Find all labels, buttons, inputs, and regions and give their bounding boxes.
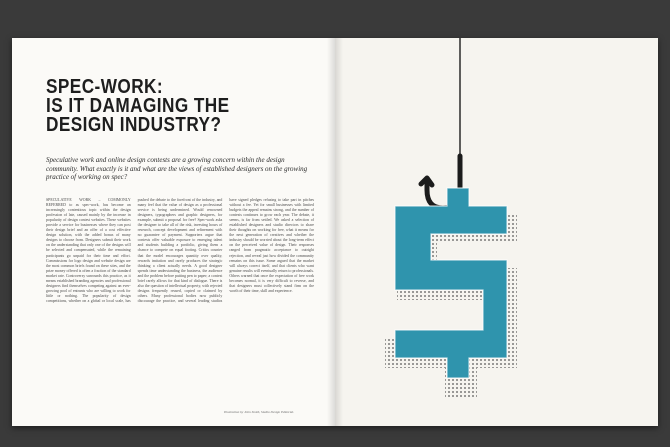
- magazine-spread: [12, 38, 658, 426]
- article-body-columns: [46, 198, 314, 408]
- headline-line-2: IS IT DAMAGING THE: [46, 95, 230, 117]
- headline-line-1: SPEC-WORK:: [46, 76, 164, 98]
- left-page: [12, 38, 335, 426]
- dollar-sign-icon: [395, 188, 507, 378]
- hooked-dollar-illustration: [335, 38, 658, 426]
- article-headline: [46, 78, 278, 135]
- illustration-caption: Illustration by John Smith, Studio Design Editorial.: [224, 410, 295, 414]
- right-page: [335, 38, 658, 426]
- article-body-text: SPECULATIVE WORK – COMMONLY REFERRED to as spec-work, has become an increasingly contentious topic within the design profession of late, caused mainly by the increase in popularity of design contest websites. These websites provide a service for businesses where they can post their design brief and an offer of a cost effective design solution, with the added bonus of many designs to choose from. Designers submit their work on the understanding that only one of the designs will be selected and compensated, while the remaining participants go unpaid for their time and effort. Commissions for logo design and website design are the most common briefs found on these sites, and the prize money offered is often a fraction of the standard market rate. Controversy surrounds this practice, as it means established branding agencies and professional designers find themselves competing against an ever-growing pool of entrants who are willing to work for little or nothing. The popularity of design competitions, whether on a global or local scale, has pushed the debate to the forefront of the industry, and many feel that the value of design as a professional service is being undermined. Would renowned designers, typographers and graphic designers, for example, submit a proposal for free? Spec-work asks the designer to take all of the risk, investing hours of research, concept development and refinement with no guarantee of payment. Supporters argue that contests offer valuable exposure to emerging talent and students building a portfolio, giving them a chance to compete on equal footing. Critics counter that the model encourages quantity over quality, rewards imitation and rarely produces the strategic thinking a client actually needs. A good designer spends time understanding the business, the audience and the problem before putting pen to paper; a contest brief rarely allows for that kind of dialogue. There is also the question of intellectual property, with rejected designs frequently reused, copied or claimed by others. Many professional bodies now publicly discourage the practice, and several leading studios have signed pledges refusing to take part in pitches without a fee. Yet for small businesses with limited budgets the appeal remains strong, and the number of contests continues to grow each year. The debate, it seems, is far from settled. We asked a selection of established designers and studio directors to share their thoughts on working for free, what it means for the next generation of creatives and whether the industry should be worried about the long-term effect on the perceived value of design. Their responses ranged from pragmatic acceptance to outright rejection, and reveal just how divided the community remains on this issue. Some argued that the market will always correct itself, and that clients who want genuine results will eventually return to professionals. Others warned that once the expectation of free work becomes normal, it is very difficult to reverse, and that designers must collectively stand firm on the worth of their time, skill and experience.: [46, 198, 314, 303]
- article-standfirst: Speculative work and online design contests are a growing concern within the design community. What exactly is it and what are the views of established designers on the growing practice of working on spec?: [46, 156, 308, 182]
- headline-line-3: DESIGN INDUSTRY?: [46, 114, 222, 136]
